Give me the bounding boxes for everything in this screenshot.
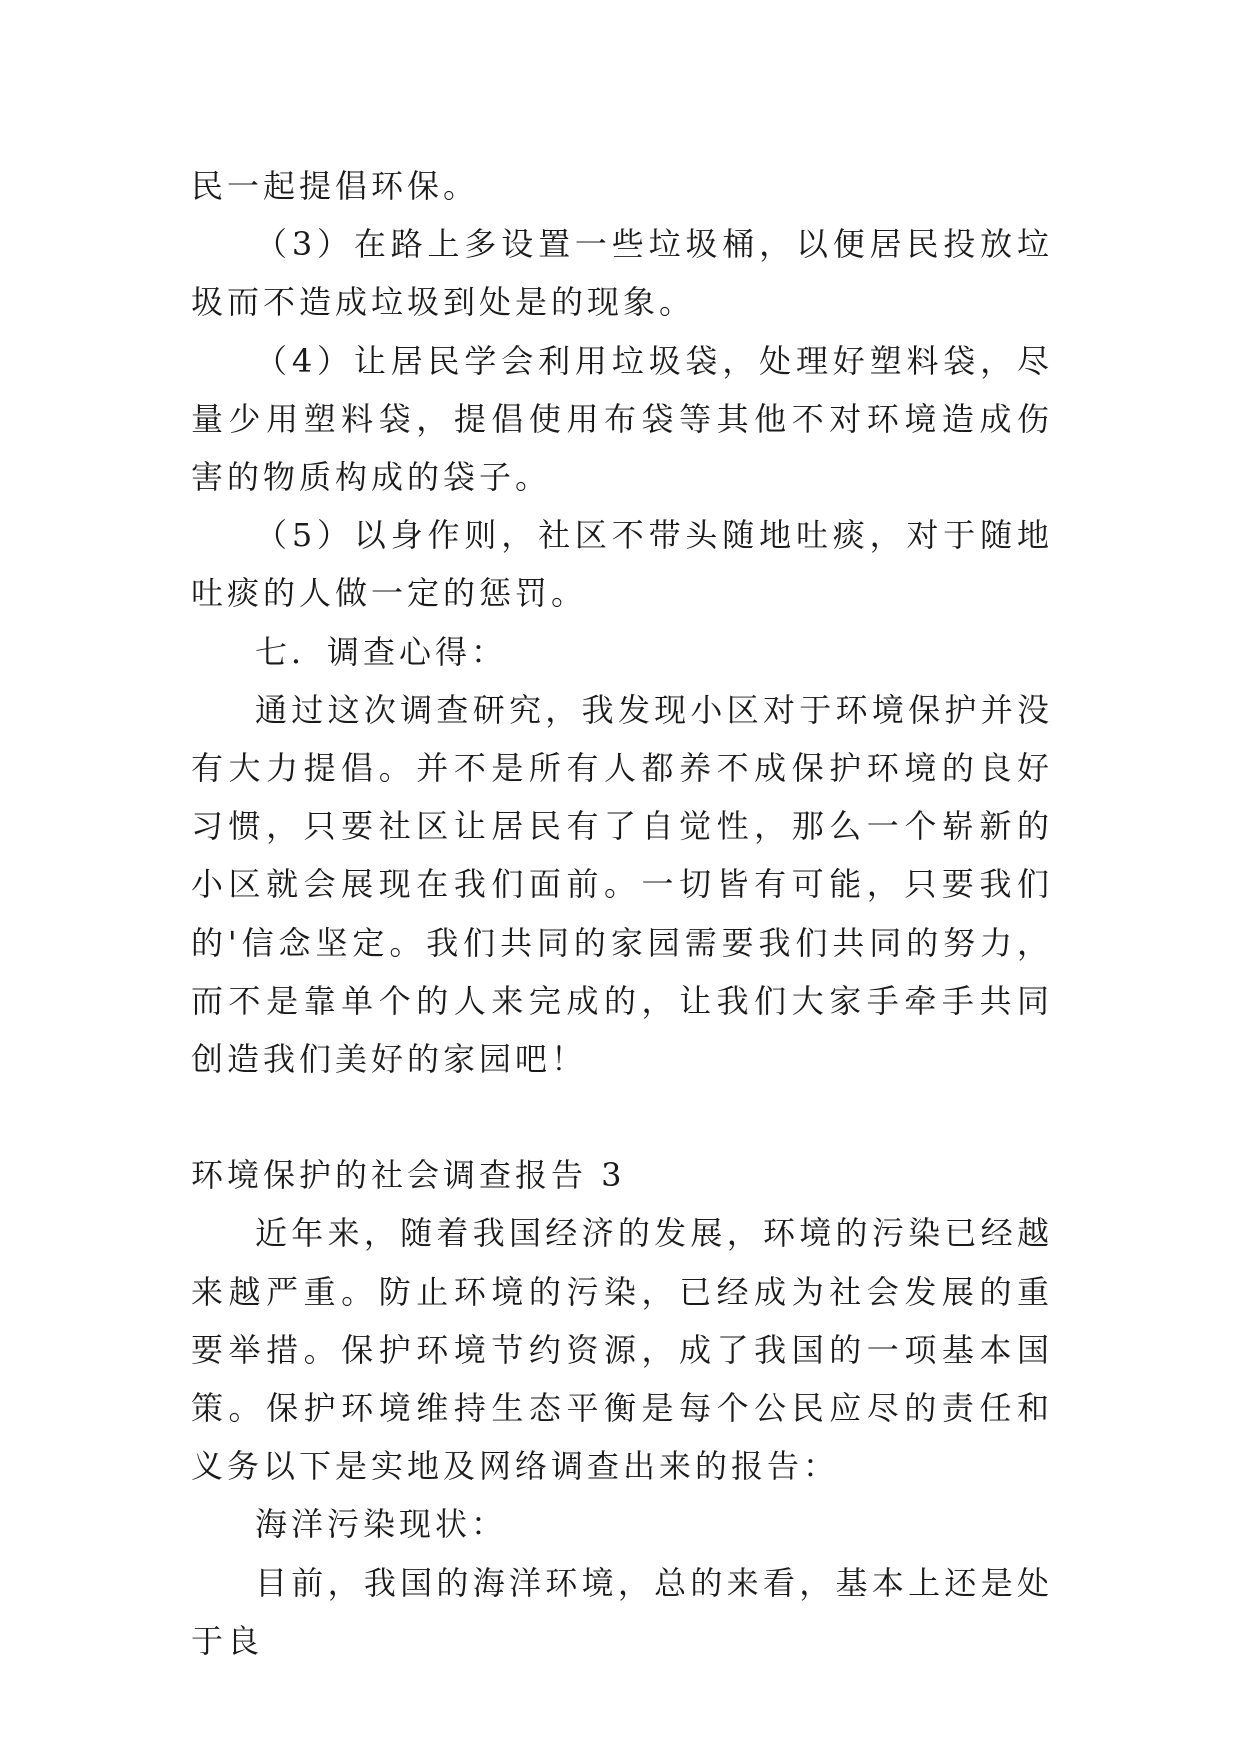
paragraph-ocean-pollution: 目前，我国的海洋环境，总的来看，基本上还是处于良 (191, 1563, 1053, 1660)
section-spacer (191, 1088, 1053, 1146)
heading-ocean-pollution: 海洋污染现状： (255, 1505, 508, 1544)
paragraph-intro: 近年来，随着我国经济的发展，环境的污染已经越来越严重。防止环境的污染，已经成为社会发展的重要举措。保护环境节约资源，成了我国的一项基本国策。保护环境维持生态平衡是每个公民应尽的责任和义务以下是实地及网络调查出来的报告： (191, 1214, 1053, 1486)
heading-survey-insights: 七．调查心得： (255, 632, 508, 671)
paragraph-continuation: 民一起提倡环保。 (191, 167, 480, 205)
paragraph-survey-insights: 通过这次调查研究，我发现小区对于环境保护并没有大力提倡。并不是所有人都养不成保护环境的良好习惯，只要社区让居民有了自觉性，那么一个崭新的小区就会展现在我们面前。一切皆有可能，只要我们的'信念坚定。我们共同的家园需要我们共同的努力，而不是靠单个的人来完成的，让我们大家手牵手共同创造我们美好的家园吧！ (191, 690, 1053, 1079)
section-title: 环境保护的社会调查报告 3 (191, 1156, 626, 1195)
paragraph-item-5: （5）以身作则，社区不带头随地吐痰，对于随地吐痰的人做一定的惩罚。 (191, 516, 1053, 613)
paragraph-item-4: （4）让居民学会利用垃圾袋，处理好塑料袋，尽量少用塑料袋，提倡使用布袋等其他不对环境造成伤害的物质构成的袋子。 (191, 341, 1053, 497)
document-body (191, 157, 1053, 1670)
paragraph-item-3: （3）在路上多设置一些垃圾桶，以便居民投放垃圾而不造成垃圾到处是的现象。 (191, 225, 1053, 322)
